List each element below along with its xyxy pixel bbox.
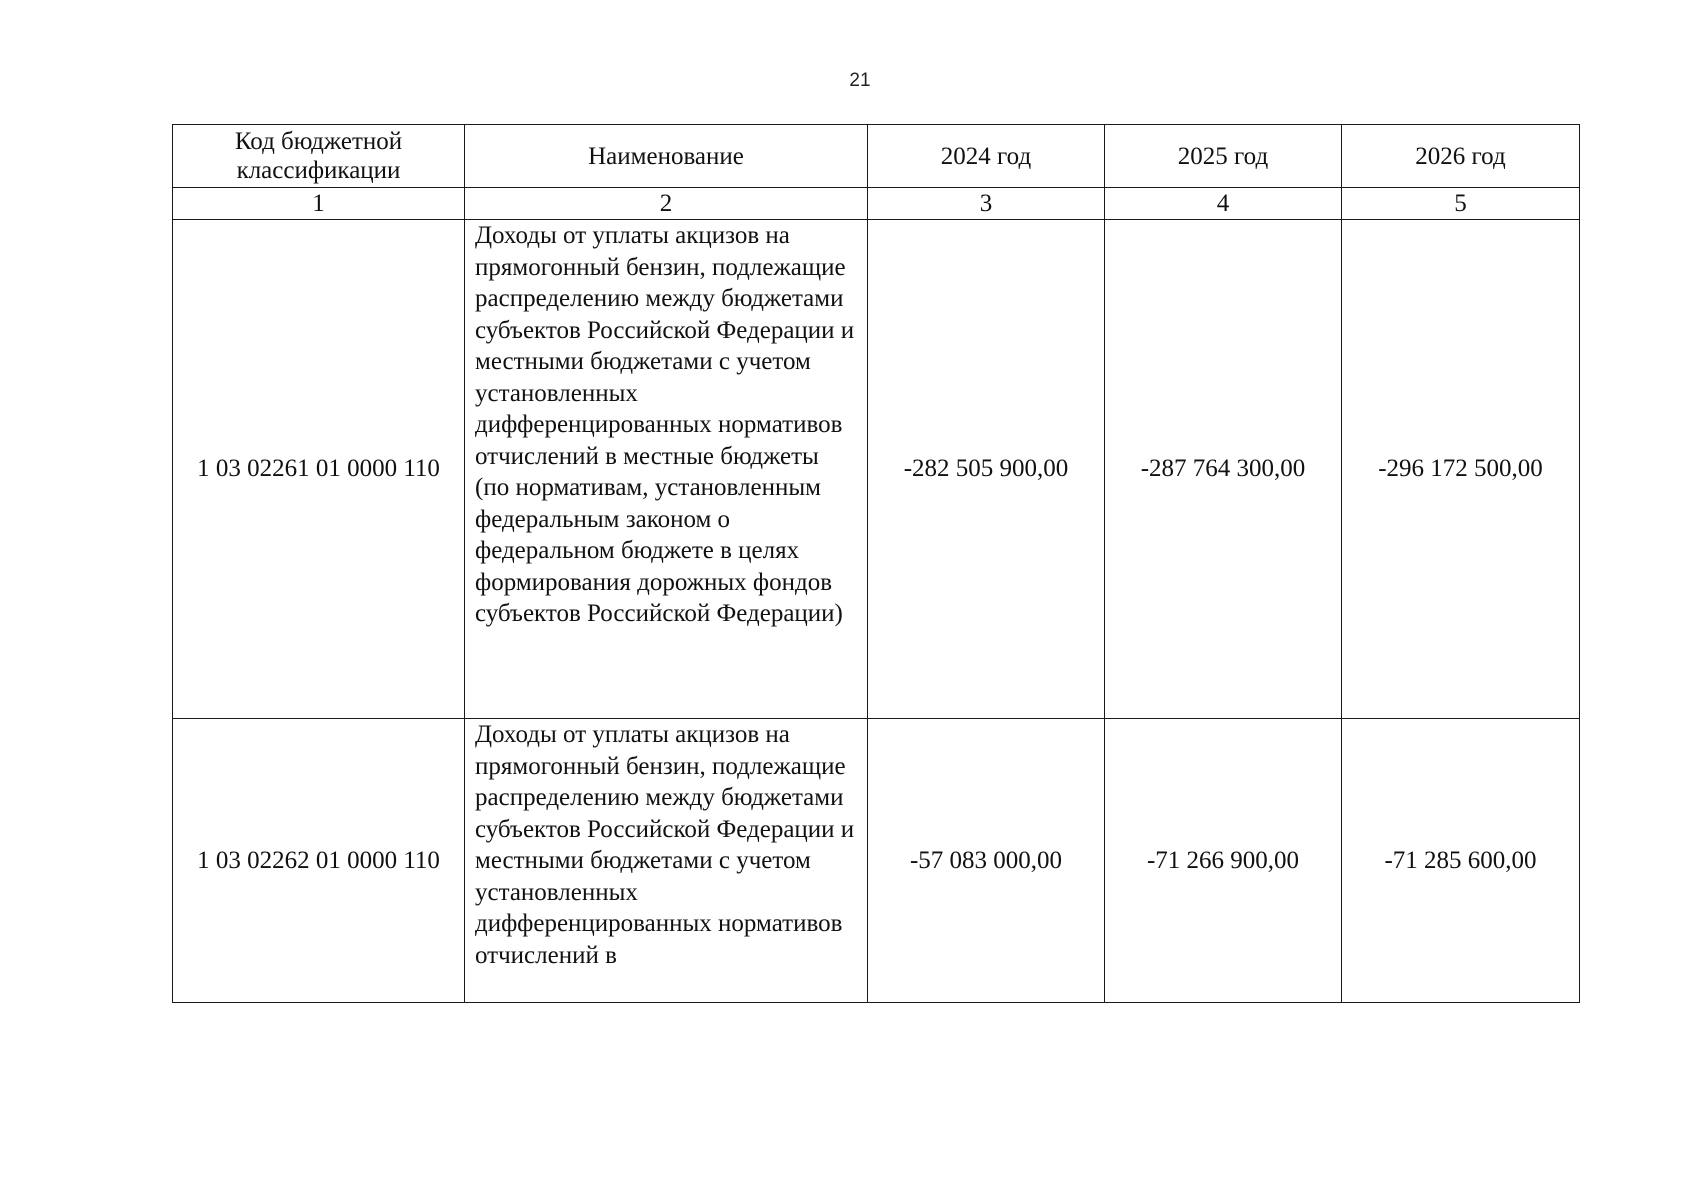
- header-2025: 2025 год: [1105, 125, 1342, 188]
- header-code: Код бюджетной классификации: [173, 125, 465, 188]
- header-row: [173, 125, 1580, 188]
- column-number-row: [173, 188, 1580, 220]
- amount-2026: -296 172 500,00: [1342, 220, 1580, 719]
- budget-code: 1 03 02261 01 0000 110: [173, 220, 465, 719]
- table-row: [173, 719, 1580, 1003]
- header-2024: 2024 год: [868, 125, 1105, 188]
- header-2026: 2026 год: [1342, 125, 1580, 188]
- page-number: 21: [849, 70, 871, 91]
- table-row: [173, 220, 1580, 719]
- amount-2024: -282 505 900,00: [868, 220, 1105, 719]
- amount-2025: -71 266 900,00: [1105, 719, 1342, 1003]
- column-number-3: 3: [868, 188, 1105, 220]
- column-number-4: 4: [1105, 188, 1342, 220]
- budget-code: 1 03 02262 01 0000 110: [173, 719, 465, 1003]
- income-name-cell: [465, 719, 868, 1003]
- column-number-1: 1: [173, 188, 465, 220]
- income-name: Доходы от уплаты акцизов на прямогонный бензин, подлежащие распределению между бюджетами субъектов Российской Федерации и местными бюджетами с учетом установленных дифференцированных нормативов отчислений в местные бюджеты (по нормативам, установленным федеральным законом о федеральном бюджете в целях формирования дорожных фондов субъектов Российской Федерации): [465, 220, 868, 719]
- column-number-2: 2: [465, 188, 868, 220]
- income-name: Доходы от уплаты акцизов на прямогонный бензин, подлежащие распределению между бюджетами субъектов Российской Федерации и местными бюджетами с учетом установленных дифференцированных нормативов отчислений в: [475, 721, 855, 969]
- amount-2024: -57 083 000,00: [868, 719, 1105, 1003]
- budget-table: [172, 124, 1580, 1003]
- header-name: Наименование: [465, 125, 868, 188]
- column-number-5: 5: [1342, 188, 1580, 220]
- amount-2025: -287 764 300,00: [1105, 220, 1342, 719]
- amount-2026: -71 285 600,00: [1342, 719, 1580, 1003]
